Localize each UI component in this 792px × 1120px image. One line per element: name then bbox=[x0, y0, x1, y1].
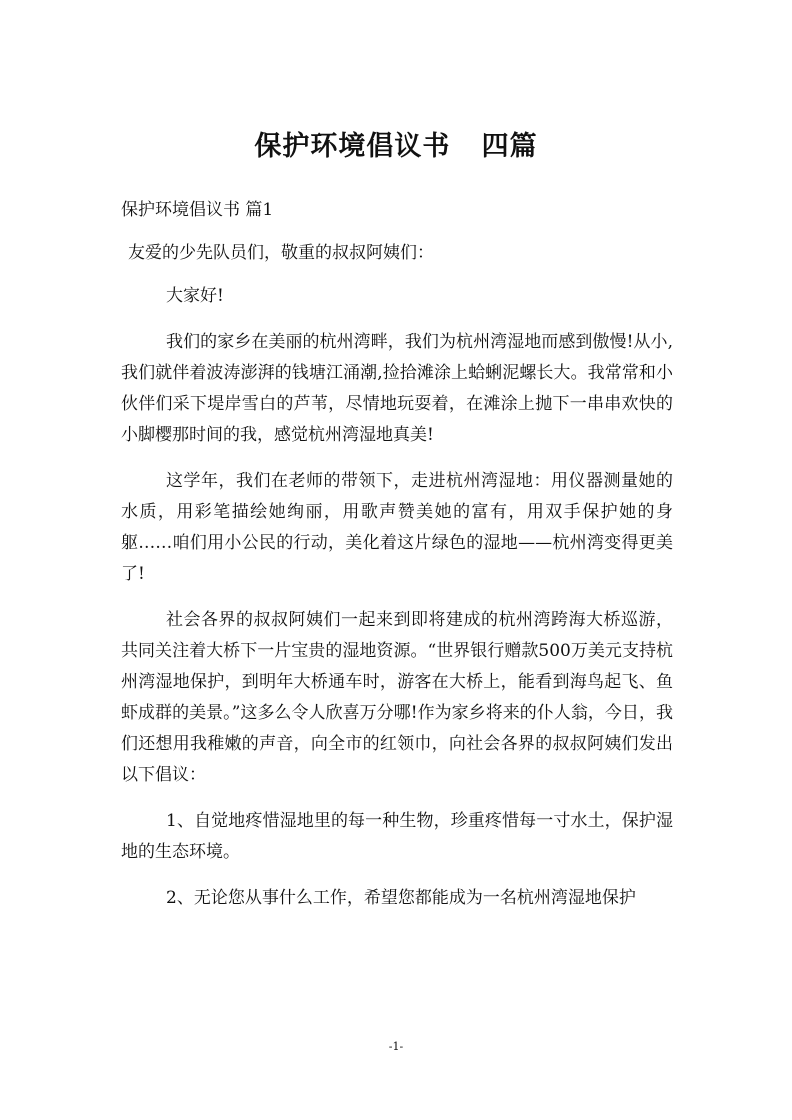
paragraph: 大家好! bbox=[166, 286, 224, 306]
paragraph: 2、无论您从事什么工作，希望您都能成为一名杭州湾湿地保护 bbox=[166, 888, 636, 908]
salutation: 友爱的少先队员们，敬重的叔叔阿姨们： bbox=[128, 243, 434, 263]
paragraph: 1、自觉地疼惜湿地里的每一种生物，珍重疼惜每一寸水土，保护湿地的生态环境。 bbox=[121, 811, 673, 862]
document-title: 保护环境倡议书 四篇 bbox=[254, 131, 538, 162]
paragraph: 我们的家乡在美丽的杭州湾畔，我们为杭州湾湿地而感到傲慢!从小,我们就伴着波涛澎湃的钱塘江涌潮,捡拾滩涂上蛤蜊泥螺长大。我常常和小伙伴们采下堤岸雪白的芦苇，尽情地玩耍着，在滩涂上抛下一串串欢快的小脚樱那时间的我，感觉杭州湾湿地真美! bbox=[121, 332, 673, 445]
section-heading: 保护环境倡议书 篇1 bbox=[121, 200, 274, 220]
page-number: -1- bbox=[388, 1040, 404, 1053]
paragraph: 这学年，我们在老师的带领下，走进杭州湾湿地：用仪器测量她的水质，用彩笔描绘她绚丽，用歌声赞美她的富有，用双手保护她的身躯……咱们用小公民的行动，美化着这片绿色的湿地——杭州湾变得更美了! bbox=[121, 471, 673, 584]
paragraph: 社会各界的叔叔阿姨们一起来到即将建成的杭州湾跨海大桥巡游，共同关注着大桥下一片宝贵的湿地资源。“世界银行赠款500万美元支持杭州湾湿地保护，到明年大桥通车时，游客在大桥上，能看到海鸟起飞、鱼虾成群的美景。”这多么令人欣喜万分哪!作为家乡将来的仆人翁，今日，我们还想用我稚嫩的声音，向全市的红领巾，向社会各界的叔叔阿姨们发出以下倡议： bbox=[121, 610, 673, 785]
document-body bbox=[121, 281, 673, 929]
